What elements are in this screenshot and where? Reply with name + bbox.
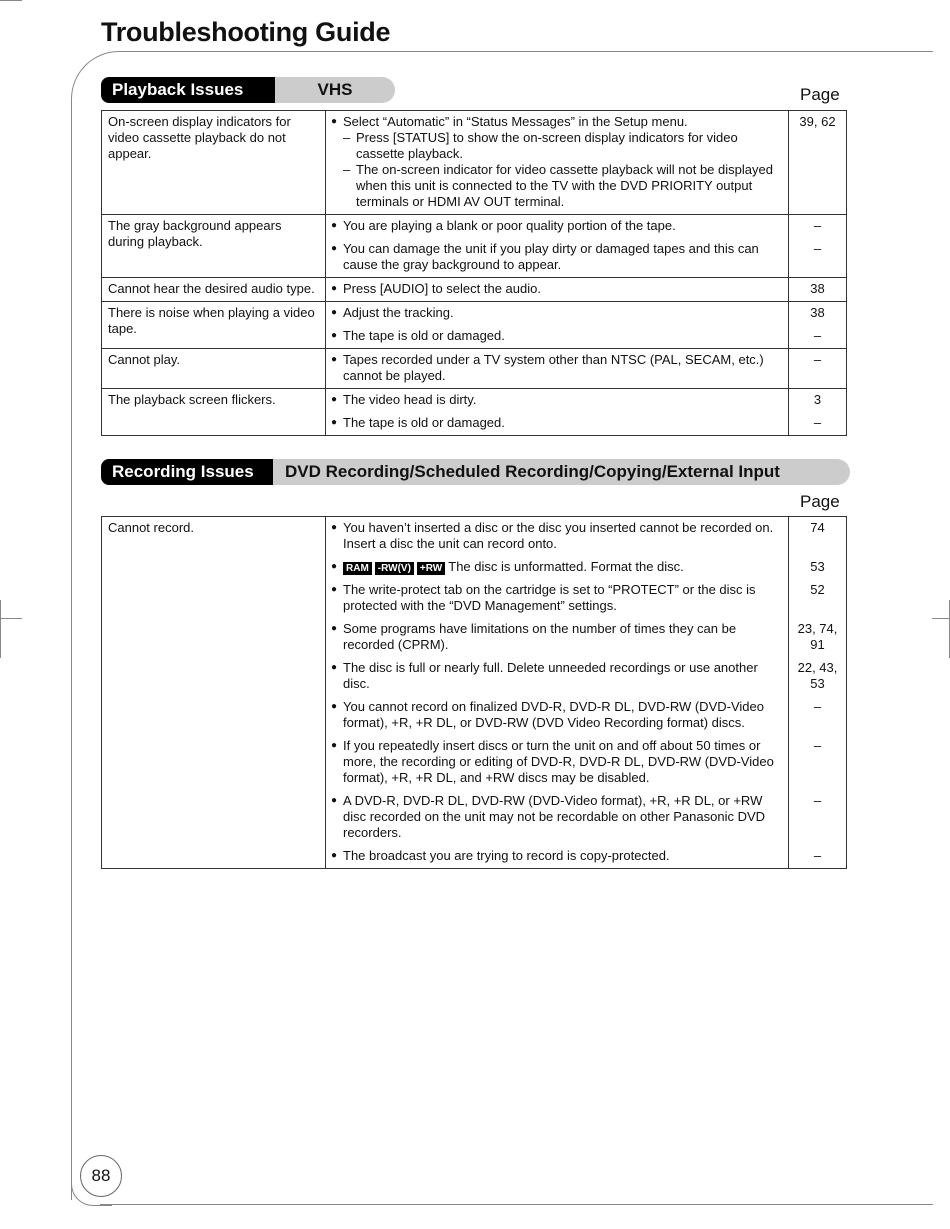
page-cell [789, 517, 847, 869]
playback-page-heading: Page [800, 85, 840, 104]
bullet-icon: ● [331, 623, 338, 634]
page-frame [100, 1204, 933, 1205]
page-number: 88 [80, 1155, 122, 1197]
cause-text: You can damage the unit if you play dirty or damaged tapes and this can cause the gray background to appear. [343, 241, 759, 272]
cause-text: Press [AUDIO] to select the audio. [343, 281, 541, 296]
cause-text: A DVD-R, DVD-R DL, DVD-RW (DVD-Video format), +R, +R DL, or +RW disc recorded on the unit may not be recordable on other Panasonic DVD recorders. [343, 793, 766, 840]
bullet-icon: ● [331, 417, 338, 428]
crop-mark [932, 618, 950, 619]
cause-text: The broadcast you are trying to record is copy-protected. [343, 848, 670, 863]
bullet-icon: ● [331, 243, 338, 254]
disc-type-badge: +RW [417, 562, 445, 575]
table-row [102, 111, 847, 215]
page-ref: 22, 43, 53 [797, 660, 838, 691]
table-row [102, 389, 847, 436]
page-ref: 23, 74, 91 [797, 621, 838, 652]
cause-text: The video head is dirty. [343, 392, 477, 407]
cause-cell [326, 278, 789, 302]
page-cell [789, 278, 847, 302]
recording-section-header [101, 459, 850, 485]
cause-cell [326, 517, 789, 869]
problem-cell: There is noise when playing a video tape. [102, 302, 326, 349]
page-ref: – [813, 793, 822, 808]
bullet-icon: ● [331, 740, 338, 751]
recording-table [101, 516, 847, 869]
page-ref: – [813, 241, 822, 256]
playback-table [101, 110, 847, 436]
crop-mark [0, 618, 22, 619]
page-ref: – [813, 328, 822, 343]
bullet-icon: ● [331, 662, 338, 673]
page-ref: 52 [810, 582, 825, 597]
bullet-icon: ● [331, 561, 338, 572]
page-ref: 53 [810, 559, 825, 574]
bullet-icon: ● [331, 116, 338, 127]
problem-cell: Cannot hear the desired audio type. [102, 278, 326, 302]
cause-cell [326, 389, 789, 436]
cause-text: If you repeatedly insert discs or turn the unit on and off about 50 times or more, the recording or editing of DVD-R, DVD-R DL, DVD-RW (DVD-Video format), +R, +R DL, and +RW discs may be disabled. [343, 738, 774, 785]
cause-text: You cannot record on finalized DVD-R, DVD-R DL, DVD-RW (DVD-Video format), +R, +R DL, or DVD-RW (DVD Video Recording format) discs. [343, 699, 764, 730]
problem-cell: The playback screen flickers. [102, 389, 326, 436]
page-ref: – [813, 738, 822, 753]
cause-text: The tape is old or damaged. [343, 328, 505, 343]
bullet-icon: ● [331, 307, 338, 318]
playback-section-subtitle: VHS [275, 77, 395, 103]
disc-type-badge: RAM [343, 562, 372, 575]
page-ref: 38 [810, 305, 825, 320]
page-ref: – [813, 218, 822, 233]
cause-text: Adjust the tracking. [343, 305, 454, 320]
table-row [102, 215, 847, 278]
page-cell [789, 349, 847, 389]
cause-text: Select “Automatic” in “Status Messages” in the Setup menu. [343, 114, 688, 129]
bullet-icon: ● [331, 584, 338, 595]
cause-cell [326, 349, 789, 389]
page-ref: 38 [810, 281, 825, 296]
cause-subtext: The on-screen indicator for video cassette playback will not be displayed when this unit is connected to the TV with the DVD PRIORITY output terminals or HDMI AV OUT terminal. [356, 162, 773, 209]
playback-section-label: Playback Issues [101, 77, 275, 103]
table-row [102, 349, 847, 389]
bullet-icon: ● [331, 522, 338, 533]
page-title: Troubleshooting Guide [101, 17, 391, 47]
page-ref: – [813, 848, 822, 863]
cause-subtext: Press [STATUS] to show the on-screen display indicators for video cassette playback. [356, 130, 738, 161]
bullet-icon: ● [331, 701, 338, 712]
crop-mark [0, 0, 22, 1]
crop-mark [0, 600, 1, 658]
page-frame [71, 110, 72, 1200]
cause-text: The disc is full or nearly full. Delete unneeded recordings or use another disc. [343, 660, 758, 691]
page-cell [789, 111, 847, 215]
cause-text: The tape is old or damaged. [343, 415, 505, 430]
page-ref: – [813, 415, 822, 430]
bullet-icon: ● [331, 394, 338, 405]
dash-icon: – [343, 162, 351, 177]
page-cell [789, 215, 847, 278]
page-ref: 3 [813, 392, 822, 407]
recording-section-subtitle: DVD Recording/Scheduled Recording/Copying/External Input [273, 459, 850, 485]
table-row [102, 517, 847, 869]
bullet-icon: ● [331, 795, 338, 806]
cause-text: Tapes recorded under a TV system other than NTSC (PAL, SECAM, etc.) cannot be played. [343, 352, 764, 383]
bullet-icon: ● [331, 283, 338, 294]
page-ref: – [813, 352, 822, 367]
cause-text: Some programs have limitations on the number of times they can be recorded (CPRM). [343, 621, 737, 652]
page-ref: 74 [810, 520, 825, 535]
cause-cell [326, 111, 789, 215]
cause-cell [326, 302, 789, 349]
page-cell [789, 302, 847, 349]
problem-cell: Cannot play. [102, 349, 326, 389]
bullet-icon: ● [331, 354, 338, 365]
problem-cell: Cannot record. [102, 517, 326, 869]
disc-type-badge: -RW(V) [375, 562, 414, 575]
problem-cell: On-screen display indicators for video cassette playback do not appear. [102, 111, 326, 215]
recording-section-label: Recording Issues [101, 459, 273, 485]
page-cell [789, 389, 847, 436]
cause-text: You are playing a blank or poor quality portion of the tape. [343, 218, 676, 233]
table-row [102, 278, 847, 302]
page-ref: 39, 62 [799, 114, 836, 129]
page-frame [118, 51, 933, 52]
page-ref: – [813, 699, 822, 714]
table-row [102, 302, 847, 349]
bullet-icon: ● [331, 330, 338, 341]
cause-text: The disc is unformatted. Format the disc. [448, 559, 684, 574]
cause-text: You haven’t inserted a disc or the disc you inserted cannot be recorded on. Insert a disc the unit can record onto. [343, 520, 774, 551]
playback-section-header [101, 77, 395, 103]
recording-page-heading: Page [800, 492, 840, 511]
bullet-icon: ● [331, 850, 338, 861]
dash-icon: – [343, 130, 351, 145]
bullet-icon: ● [331, 220, 338, 231]
cause-text: The write-protect tab on the cartridge is set to “PROTECT” or the disc is protected with the “DVD Management” settings. [343, 582, 756, 613]
problem-cell: The gray background appears during playback. [102, 215, 326, 278]
cause-cell [326, 215, 789, 278]
